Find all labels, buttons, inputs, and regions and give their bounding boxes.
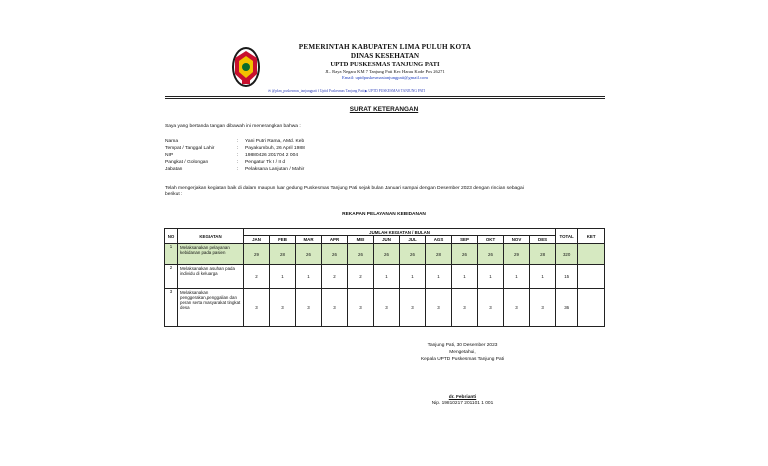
month-header: APR: [322, 236, 348, 244]
row-value: 3: [400, 289, 426, 327]
signature-place-date: Tanjung Pati, 30 Desember 2023: [427, 343, 498, 348]
identity-sep: :: [237, 139, 239, 144]
month-header: AGS: [426, 236, 452, 244]
row-value: 3: [374, 289, 400, 327]
signature-nip: Nip. 19810217 201101 1 001: [431, 401, 494, 406]
row-value: 26: [348, 244, 374, 265]
row-value: 1: [426, 265, 452, 289]
row-value: 2: [322, 265, 348, 289]
row-value: 1: [452, 265, 478, 289]
month-header: DES: [530, 236, 556, 244]
table-row: [165, 265, 605, 289]
intro-text: Saya yang bertanda tangan dibawah ini menerangkan bahwa :: [165, 124, 301, 129]
identity-value: 19880426 201704 2 004: [245, 153, 299, 158]
row-value: 2: [244, 265, 270, 289]
row-value: 26: [452, 244, 478, 265]
col-header-no: NO: [165, 229, 178, 244]
row-total: 15: [556, 265, 578, 289]
row-value: 1: [270, 265, 296, 289]
row-value: 1: [400, 265, 426, 289]
month-header: JUN: [374, 236, 400, 244]
row-kegiatan: Melaksanakan asuhan pada individu di keluarga: [178, 265, 244, 289]
row-value: 3: [452, 289, 478, 327]
identity-sep: :: [237, 160, 239, 165]
row-no: 3: [165, 289, 178, 327]
identity-key: Jabatan: [165, 167, 183, 172]
row-value: 3: [296, 289, 322, 327]
row-value: 29: [244, 244, 270, 265]
statement-line-2: berikut :: [165, 192, 183, 197]
row-value: 1: [374, 265, 400, 289]
identity-value: Pengatur Tk I / II d: [245, 160, 286, 165]
letterhead-agency: DINAS KESEHATAN: [350, 52, 420, 60]
row-value: 3: [270, 289, 296, 327]
month-header: MAR: [296, 236, 322, 244]
row-value: 26: [374, 244, 400, 265]
row-total: 36: [556, 289, 578, 327]
document-title: SURAT KETERANGAN: [349, 106, 419, 113]
table-row: [165, 289, 605, 327]
letterhead-email: Email: uptdpuskesmastanjungpati@gmail.com: [342, 75, 428, 80]
row-value: 1: [530, 265, 556, 289]
identity-sep: :: [237, 153, 239, 158]
row-value: 3: [322, 289, 348, 327]
month-header: FEB: [270, 236, 296, 244]
row-ket: [578, 244, 605, 265]
header-divider-thin: [165, 98, 605, 99]
activity-table: [164, 228, 605, 327]
row-ket: [578, 265, 605, 289]
row-value: 3: [504, 289, 530, 327]
row-no: 2: [165, 265, 178, 289]
row-total: 320: [556, 244, 578, 265]
month-header: MEI: [348, 236, 374, 244]
row-ket: [578, 289, 605, 327]
row-no: 1: [165, 244, 178, 265]
letterhead-address: JL. Raya Negara KM 7 Tanjung Pati Kec Harau Kode Pos 26271: [325, 69, 445, 74]
row-value: 2: [348, 265, 374, 289]
header-divider: [165, 96, 605, 97]
row-kegiatan: Melaksanakan pelayanan kebidanan pada pasien: [178, 244, 244, 265]
identity-sep: :: [237, 146, 239, 151]
identity-key: Tempat / Tanggal Lahir: [165, 146, 215, 151]
table-header-row: [165, 229, 605, 236]
month-header: JAN: [244, 236, 270, 244]
letterhead-unit: UPTD PUSKESMAS TANJUNG PATI: [330, 61, 440, 68]
month-header: NOV: [504, 236, 530, 244]
regency-emblem-icon: [231, 46, 261, 88]
row-value: 3: [478, 289, 504, 327]
identity-value: Pelaksana Lanjutan / Mahir: [245, 167, 305, 172]
signature-name: dr. Febrianti: [448, 395, 477, 400]
row-value: 28: [270, 244, 296, 265]
col-header-total: TOTAL: [556, 229, 578, 244]
letterhead: [270, 43, 500, 81]
identity-sep: :: [237, 167, 239, 172]
identity-value: Yani Putri Rama, AMd. Keb: [245, 139, 305, 144]
identity-value: Payakumbuh, 26 April 1988: [245, 146, 305, 151]
col-header-ket: KET: [578, 229, 605, 244]
signature-name-block: [405, 395, 520, 407]
statement-line-1: Telah mengerjakan kegiatan baik di dalam maupun luar gedung Puskesmas Tanjung Pati sejak bulan Januari sampai dengan Desember 2023 dengan rincian sebagai: [165, 186, 524, 191]
recap-title: REKAPAN PELAYANAN KEBIDANAN: [342, 212, 426, 217]
row-value: 26: [478, 244, 504, 265]
row-value: 29: [504, 244, 530, 265]
signature-block: [405, 342, 520, 363]
col-header-jumlah: JUMLAH KEGIATAN / BULAN: [244, 229, 556, 236]
month-header: JUL: [400, 236, 426, 244]
identity-key: NIP: [165, 153, 174, 158]
row-value: 1: [296, 265, 322, 289]
row-kegiatan: Melaksanakan penggerakan,penggalian dan peran serta masyarakat tingkat desa: [178, 289, 244, 327]
row-value: 3: [244, 289, 270, 327]
row-value: 3: [426, 289, 452, 327]
letterhead-socials: ✉ @pkm_puskesmas_tanjungpati f Upttd Puskesmas Tanjung Pati ▶ UPTD PUSKESMAS TANJUNG PATI: [268, 89, 426, 93]
identity-key: Pangkat / Golongan: [165, 160, 209, 165]
row-value: 3: [530, 289, 556, 327]
letterhead-government: PEMERINTAH KABUPATEN LIMA PULUH KOTA: [298, 43, 472, 51]
signature-know: Mengetahui,: [449, 350, 476, 355]
row-value: 26: [322, 244, 348, 265]
row-value: 1: [504, 265, 530, 289]
identity-key: Nama: [165, 139, 179, 144]
col-header-kegiatan: KEGIATAN: [178, 229, 244, 244]
signature-position: Kepala UPTD Puskesmas Tanjung Pati: [420, 357, 505, 362]
row-value: 1: [478, 265, 504, 289]
row-value: 26: [400, 244, 426, 265]
month-header: OKT: [478, 236, 504, 244]
month-header: SEP: [452, 236, 478, 244]
row-value: 26: [296, 244, 322, 265]
table-row: [165, 244, 605, 265]
row-value: 28: [530, 244, 556, 265]
row-value: 3: [348, 289, 374, 327]
row-value: 28: [426, 244, 452, 265]
